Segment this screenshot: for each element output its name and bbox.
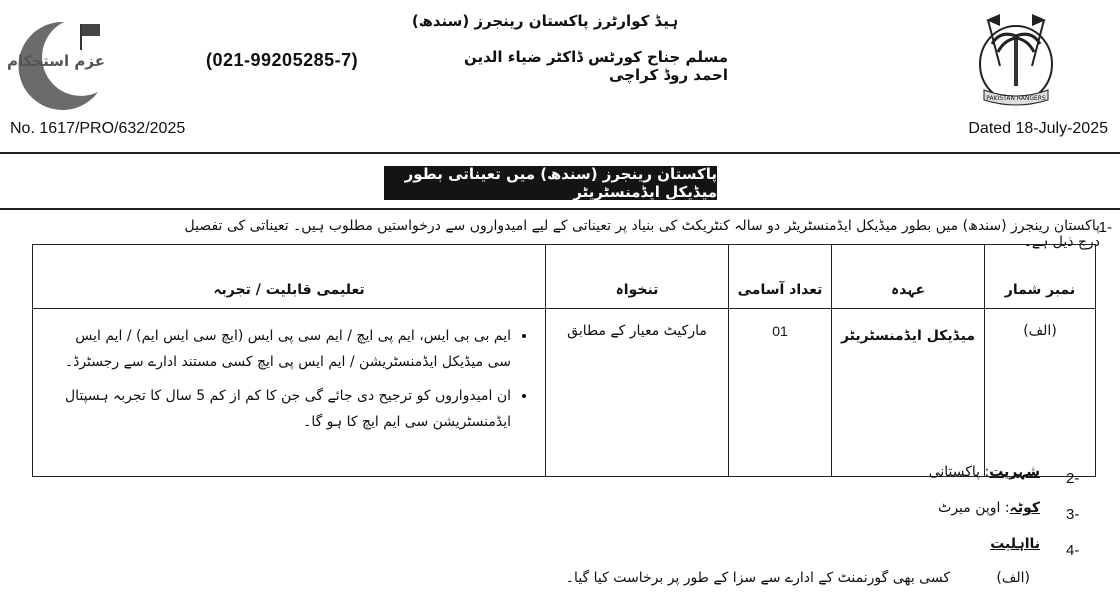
quota-label: کوٹہ [1009,500,1040,516]
banner-title: پاکستان رینجرز (سندھ) میں تعیناتی بطور میڈیکل ایڈمنسٹریٹر [404,165,717,201]
para-text: پاکستان رینجرز (سندھ) میں بطور میڈیکل ایڈمنسٹریٹر دو سالہ کنٹریکٹ کی بنیاد پر تعیناتی کے لیے امیدواروں سے درخواستیں مطلوب ہیں۔ تعیناتی کی تفصیل درج ذیل ہے۔ [184,218,1100,250]
quota [820,500,1040,516]
cell-post: میڈیکل ایڈمنسٹریٹر [832,309,985,477]
disq-text: کسی بھی گورنمنٹ کے ادارے سے سزا کے طور پر برخاست کیا گیا۔ [565,570,950,586]
reference-number: No. 1617/PRO/632/2025 [10,120,186,137]
svg-text:PAKISTAN RANGERS: PAKISTAN RANGERS [986,95,1046,102]
address-line: مسلم جناح کورٹس ڈاکٹر ضیاء الدین احمد روڈ کراچی [463,48,728,84]
item-number: 4- [1066,542,1080,559]
header-post: عہدہ [832,245,985,309]
disq-marker: (الف) [996,570,1030,586]
logo-text: عزم استحکام [7,52,105,70]
qualification-item: • ایم بی بی ایس، ایم پی ایچ / ایم سی پی ایس (ایچ سی ایس ایم) / ایم ایس سی میڈیکل ایڈمنسٹریشن / ایم ایس پی ایچ کسی مستند ادارے سے رجسٹرڈ۔ [49,323,511,375]
citizenship-value: : پاکستانی [928,464,990,480]
rangers-emblem [966,6,1066,110]
para-number: 1- [1098,219,1112,236]
date: Dated 18-July-2025 [968,120,1108,137]
title-banner [384,166,717,200]
header-qualification: تعلیمی قابلیت / تجربہ [33,245,546,309]
disqualification-label: نااہلیت [990,536,1040,552]
table-row [33,309,1096,477]
left-logo [6,14,106,110]
divider-top [0,152,1120,154]
citizenship [820,464,1040,480]
cell-salary: مارکیٹ معیار کے مطابق [546,309,729,477]
header-vacancies: تعداد آسامی [729,245,832,309]
phone-number: (021-99205285-7) [206,50,359,70]
divider-bottom [0,208,1120,210]
vacancy-table [32,244,1096,477]
quota-value: : اوپن میرٹ [938,500,1010,516]
header-salary: تنخواہ [546,245,729,309]
disqualification-heading [820,536,1040,552]
citizenship-label: شہریت [989,464,1040,480]
qualification-item: • ان امیدواروں کو ترجیح دی جائے گی جن کا کم از کم 5 سال کا تجربہ ہسپتال ایڈمنسٹریشن سی ایم ایچ کا ہو گا۔ [49,383,511,435]
item-number: 2- [1066,470,1080,487]
header-serial: نمبر شمار [985,245,1096,309]
item-number: 3- [1066,506,1080,523]
cell-vacancies: 01 [729,309,832,477]
cell-serial: (الف) [985,309,1096,477]
org-line: ہیڈ کوارٹرز پاکستان رینجرز (سندھ) [411,12,679,30]
cell-qualification [33,309,546,477]
